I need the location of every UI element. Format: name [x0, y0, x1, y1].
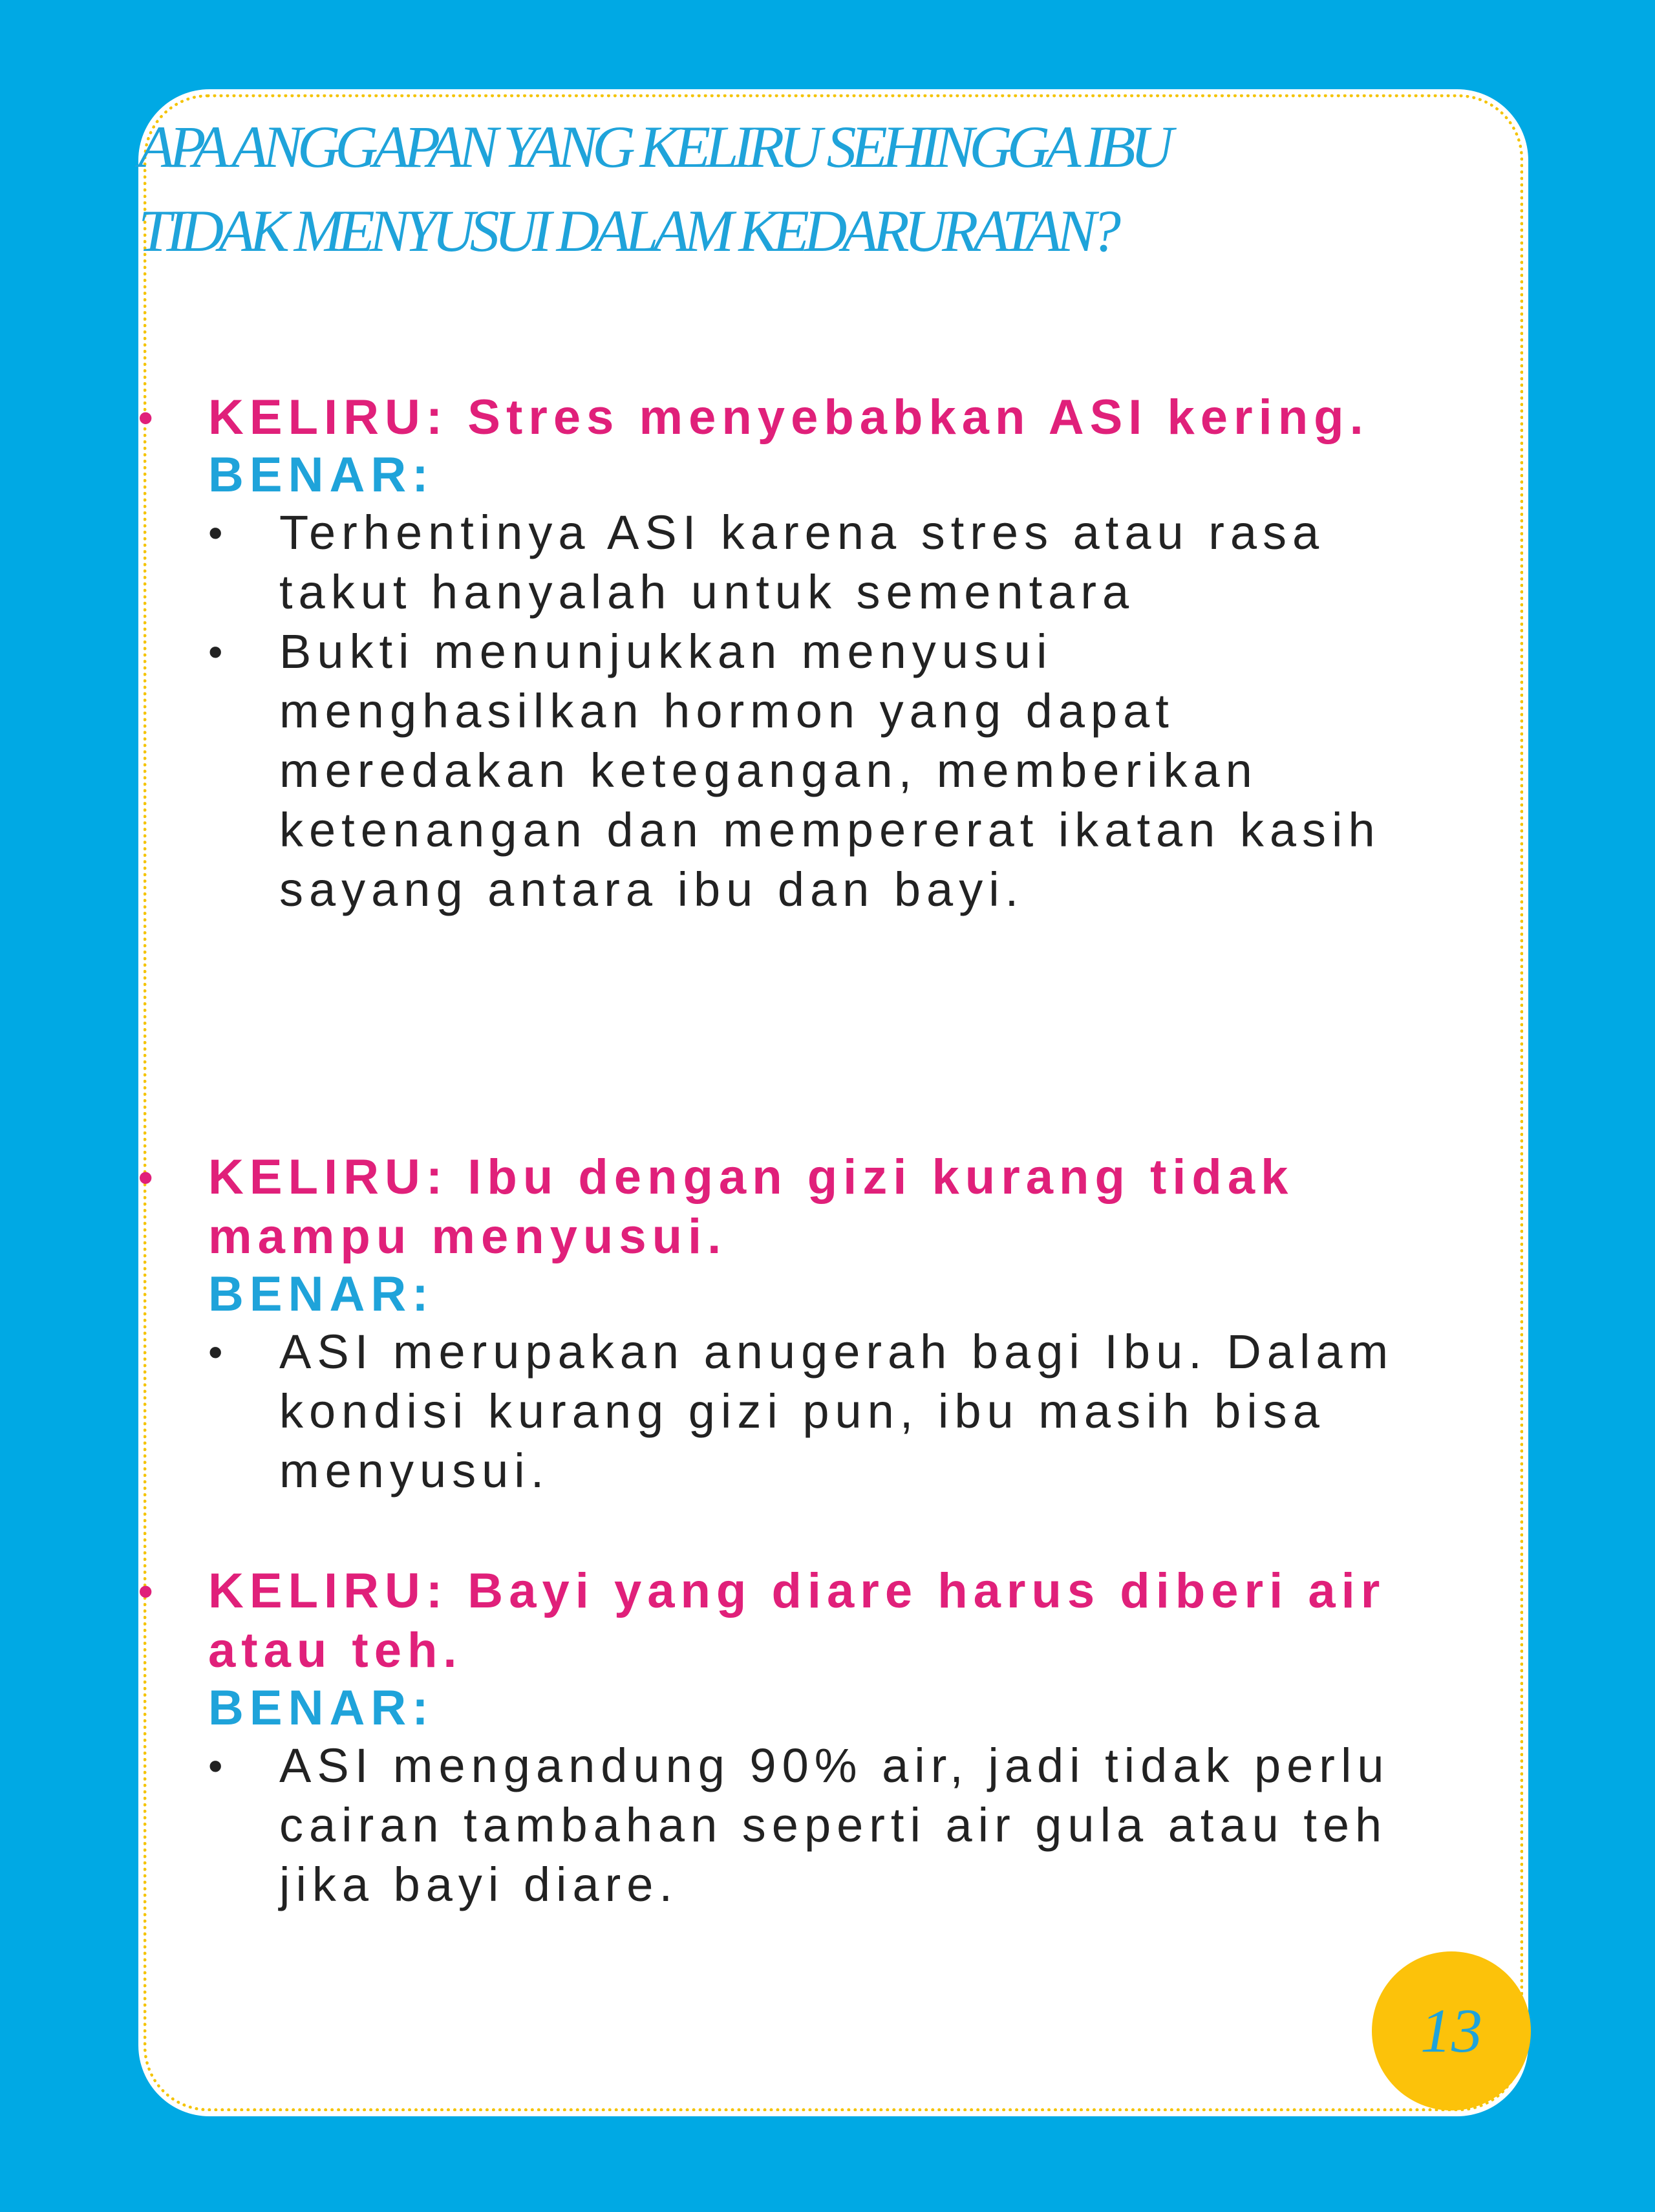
myth-statement: KELIRU: Stres menyebabkan ASI kering.	[208, 390, 1369, 445]
fact-text: ASI merupakan anugerah bagi Ibu. Dalam kondisi kurang gizi pun, ibu masih bisa menyusui.	[279, 1325, 1394, 1498]
bullet-icon: •	[138, 1568, 153, 1615]
myth-statement: KELIRU: Ibu dengan gizi kurang tidak mampu menyusui.	[208, 1150, 1294, 1264]
myth-item	[138, 1562, 1418, 1915]
fact-heading: BENAR:	[208, 1680, 434, 1735]
bullet-icon: •	[208, 1329, 223, 1375]
myth-item	[138, 1148, 1418, 1501]
bullet-icon: •	[208, 510, 223, 556]
bullet-icon: •	[208, 628, 223, 675]
bullet-icon: •	[138, 1154, 153, 1201]
bullet-icon: •	[208, 1743, 223, 1789]
page-title: APA ANGGAPAN YANG KELIRU SEHINGGA IBU TIDAK MENYUSUI DALAM KEDARURATAN?	[138, 114, 1169, 264]
fact-text: Terhentinya ASI karena stres atau rasa takut hanyalah untuk sementara	[279, 506, 1325, 619]
page-number-badge: 13	[1372, 1951, 1531, 2110]
fact-text: ASI mengandung 90% air, jadi tidak perlu cairan tambahan seperti air gula atau teh jika bayi diare.	[279, 1739, 1390, 1911]
fact-point	[208, 1322, 1418, 1501]
myth-statement: KELIRU: Bayi yang diare harus diberi air atau teh.	[208, 1563, 1386, 1678]
myth-item	[138, 388, 1418, 919]
fact-text: Bukti menunjukkan menyusui menghasilkan hormon yang dapat meredakan ketegangan, memberikan ketenangan dan mempererat ikatan kasih sayang antara ibu dan bayi.	[279, 625, 1381, 916]
fact-list	[208, 503, 1418, 919]
fact-list	[208, 1736, 1418, 1915]
bullet-icon: •	[138, 394, 153, 441]
fact-point	[208, 503, 1418, 622]
fact-heading: BENAR:	[208, 1267, 434, 1322]
fact-heading: BENAR:	[208, 447, 434, 502]
fact-point	[208, 622, 1418, 919]
fact-point	[208, 1736, 1418, 1915]
fact-list	[208, 1322, 1418, 1501]
